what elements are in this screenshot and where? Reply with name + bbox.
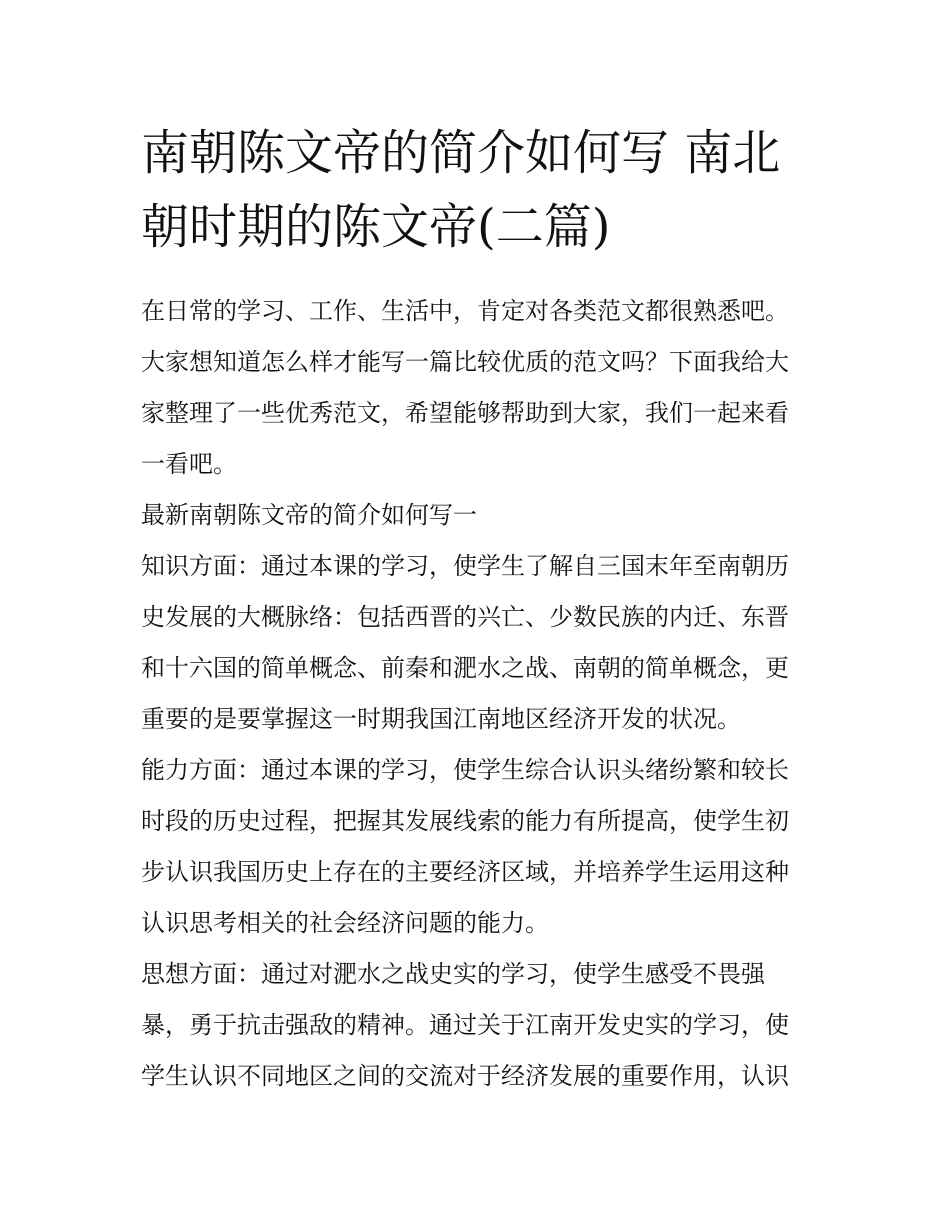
text-line: 重要的是要掌握这一时期我国江南地区经济开发的状况。 [141,705,741,733]
text-line: 知识方面：通过本课的学习，使学生了解自三国末年至南朝历 [141,552,789,580]
text-line: 思想方面：通过对淝水之战史实的学习，使学生感受不畏强 [141,960,765,988]
document-body [141,286,813,1102]
title-line-1: 南朝陈文帝的简介如何写 南北 [141,125,781,181]
document-content [141,116,813,1102]
text-line: 大家想知道怎么样才能写一篇比较优质的范文吗？下面我给大 [141,348,789,376]
text-line: 史发展的大概脉络：包括西晋的兴亡、少数民族的内迁、东晋 [141,603,789,631]
text-line: 认识思考相关的社会经济问题的能力。 [141,909,549,937]
document-title [141,116,813,264]
title-line-2: 朝时期的陈文帝(二篇) [141,199,611,255]
text-line: 步认识我国历史上存在的主要经济区域，并培养学生运用这种 [141,858,789,886]
text-line: 学生认识不同地区之间的交流对于经济发展的重要作用，认识 [141,1062,789,1090]
text-line: 暴，勇于抗击强敌的精神。通过关于江南开发史实的学习，使 [141,1011,789,1039]
section-heading: 最新南朝陈文帝的简介如何写一 [141,501,477,529]
text-line: 一看吧。 [141,450,237,478]
text-line: 在日常的学习、工作、生活中，肯定对各类范文都很熟悉吧。 [141,297,789,325]
text-line: 家整理了一些优秀范文，希望能够帮助到大家，我们一起来看 [141,399,789,427]
text-line: 时段的历史过程，把握其发展线索的能力有所提高，使学生初 [141,807,789,835]
text-line: 能力方面：通过本课的学习，使学生综合认识头绪纷繁和较长 [141,756,789,784]
text-line: 和十六国的简单概念、前秦和淝水之战、南朝的简单概念，更 [141,654,789,682]
